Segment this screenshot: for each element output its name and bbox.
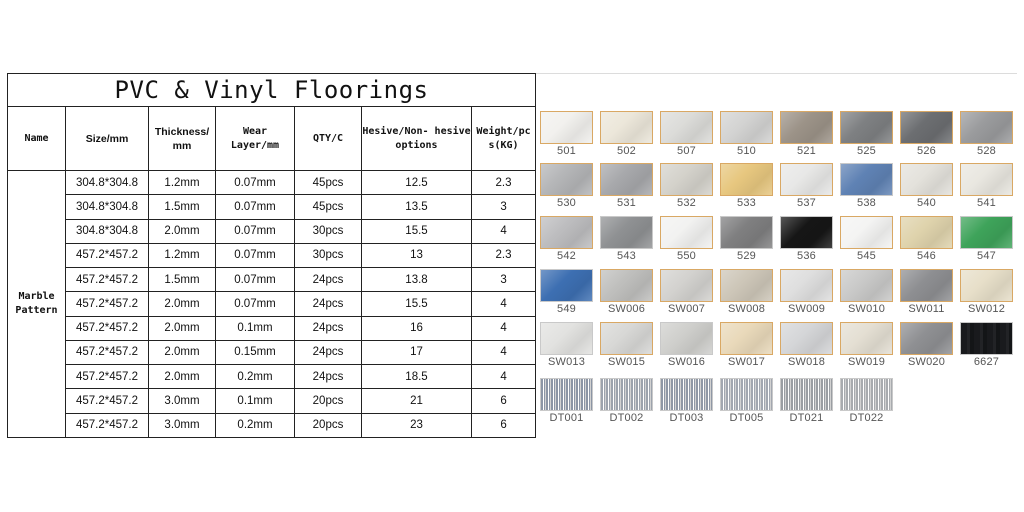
table-cell: 23 (362, 413, 472, 437)
table-cell: 18.5 (362, 365, 472, 389)
table-cell: 0.07mm (216, 171, 295, 195)
header-thickness: Thickness/ mm (149, 107, 216, 171)
swatch-item (660, 111, 713, 157)
swatch-sample (780, 163, 833, 196)
swatch-item (660, 216, 713, 262)
swatch-item (720, 111, 773, 157)
swatch-item (540, 269, 593, 315)
swatch-item (660, 322, 713, 368)
swatch-code: 532 (677, 197, 696, 209)
swatch-code: 521 (797, 145, 816, 157)
swatch-code: SW007 (667, 303, 706, 315)
swatch-item (600, 111, 653, 157)
swatch-item (780, 322, 833, 368)
swatch-code: 502 (617, 145, 636, 157)
swatch-code: SW011 (908, 303, 945, 315)
swatch-code: 533 (737, 197, 756, 209)
swatch-code: 536 (797, 250, 816, 262)
swatch-sample (960, 269, 1013, 302)
swatch-item (960, 163, 1013, 209)
swatch-item (900, 163, 953, 209)
swatch-sample (660, 269, 713, 302)
table-row (8, 243, 536, 267)
swatch-item (960, 216, 1013, 262)
swatch-item (720, 269, 773, 315)
table-cell: 6 (472, 413, 536, 437)
swatch-sample (720, 216, 773, 249)
swatch-item (780, 163, 833, 209)
swatch-code: 540 (917, 197, 936, 209)
swatch-code: DT002 (609, 412, 644, 424)
swatch-sample (540, 269, 593, 302)
table-cell: 3 (472, 268, 536, 292)
swatch-item (600, 378, 653, 424)
swatch-item (960, 111, 1013, 157)
swatch-code: SW009 (787, 303, 826, 315)
header-size: Size/mm (66, 107, 149, 171)
swatch-code: 547 (977, 250, 996, 262)
table-row (8, 340, 536, 364)
swatch-sample (900, 111, 953, 144)
swatch-item (900, 111, 953, 157)
swatch-item (840, 163, 893, 209)
table-cell: 20pcs (295, 389, 362, 413)
table-row (8, 413, 536, 437)
table-cell: 4 (472, 365, 536, 389)
swatch-code: 546 (917, 250, 936, 262)
table-cell: 4 (472, 292, 536, 316)
table-cell: 24pcs (295, 292, 362, 316)
swatch-code: 6627 (973, 356, 1000, 368)
table-cell: 24pcs (295, 365, 362, 389)
header-qty: QTY/C (295, 107, 362, 171)
table-cell: 30pcs (295, 219, 362, 243)
swatch-sample (720, 163, 773, 196)
swatch-item (600, 269, 653, 315)
swatch-item (780, 216, 833, 262)
header-hesive-options: Hesive/Non- hesive options (362, 107, 472, 171)
swatch-item (840, 111, 893, 157)
swatch-sample (600, 378, 653, 411)
table-cell: 6 (472, 389, 536, 413)
table-cell: 1.5mm (149, 268, 216, 292)
table-cell: 2.0mm (149, 292, 216, 316)
swatch-item (720, 378, 773, 424)
swatch-code: SW010 (847, 303, 886, 315)
swatch-sample (660, 378, 713, 411)
table-cell: 457.2*457.2 (66, 316, 149, 340)
swatch-code: 510 (737, 145, 756, 157)
swatch-item (600, 216, 653, 262)
header-name: Name (8, 107, 66, 171)
table-cell: 304.8*304.8 (66, 171, 149, 195)
swatch-code: 531 (617, 197, 636, 209)
table-cell: 304.8*304.8 (66, 195, 149, 219)
swatch-code: SW020 (907, 356, 946, 368)
swatch-sample (600, 322, 653, 355)
swatch-code: DT003 (669, 412, 704, 424)
table-cell: 0.2mm (216, 413, 295, 437)
swatch-code: SW015 (607, 356, 646, 368)
swatch-code: SW019 (847, 356, 886, 368)
swatch-item (600, 163, 653, 209)
swatch-sample (840, 163, 893, 196)
swatch-grid (536, 73, 1017, 439)
table-cell: 0.1mm (216, 389, 295, 413)
swatch-sample (780, 322, 833, 355)
swatch-code: 543 (617, 250, 636, 262)
table-cell: 4 (472, 219, 536, 243)
swatch-code: SW006 (607, 303, 646, 315)
swatch-sample (900, 322, 953, 355)
table-cell: 3.0mm (149, 413, 216, 437)
swatch-sample (540, 322, 593, 355)
swatch-item (900, 269, 953, 315)
table-cell: 13.8 (362, 268, 472, 292)
swatch-code: 550 (677, 250, 696, 262)
swatch-sample (960, 163, 1013, 196)
table-cell: 15.5 (362, 292, 472, 316)
swatch-sample (960, 216, 1013, 249)
table-cell: 304.8*304.8 (66, 219, 149, 243)
swatch-sample (720, 269, 773, 302)
table-cell: 0.15mm (216, 340, 295, 364)
swatch-code: 526 (917, 145, 936, 157)
table-cell: 24pcs (295, 340, 362, 364)
swatch-sample (540, 163, 593, 196)
swatch-item (540, 322, 593, 368)
table-cell: 2.0mm (149, 365, 216, 389)
swatch-code: 529 (737, 250, 756, 262)
swatch-item (540, 163, 593, 209)
swatch-item (660, 269, 713, 315)
table-cell: 0.07mm (216, 268, 295, 292)
table-row (8, 219, 536, 243)
swatch-code: SW017 (727, 356, 766, 368)
table-cell: 2.3 (472, 171, 536, 195)
table-row (8, 171, 536, 195)
swatch-item (540, 378, 593, 424)
swatch-code: DT022 (849, 412, 884, 424)
table-cell: 2.0mm (149, 316, 216, 340)
swatch-code: 501 (557, 145, 576, 157)
table-cell: 1.2mm (149, 243, 216, 267)
table-cell: 24pcs (295, 268, 362, 292)
swatch-sample (540, 378, 593, 411)
swatch-sample (960, 111, 1013, 144)
swatch-code: DT005 (729, 412, 764, 424)
table-cell: 1.5mm (149, 195, 216, 219)
table-cell: 45pcs (295, 171, 362, 195)
swatch-sample (840, 378, 893, 411)
table-cell: 45pcs (295, 195, 362, 219)
swatch-item (900, 216, 953, 262)
table-cell: 13 (362, 243, 472, 267)
table-row (8, 268, 536, 292)
swatch-item (660, 378, 713, 424)
table-cell: 21 (362, 389, 472, 413)
swatch-item (720, 163, 773, 209)
swatch-sample (780, 216, 833, 249)
swatch-sample (720, 111, 773, 144)
swatch-sample (600, 216, 653, 249)
swatch-code: SW018 (787, 356, 826, 368)
spec-table (7, 73, 536, 438)
swatch-sample (540, 111, 593, 144)
swatch-sample (960, 322, 1013, 355)
table-cell: 0.07mm (216, 243, 295, 267)
table-cell: 0.07mm (216, 292, 295, 316)
table-cell: 457.2*457.2 (66, 389, 149, 413)
table-cell: 0.07mm (216, 219, 295, 243)
table-cell: 457.2*457.2 (66, 365, 149, 389)
table-row (8, 316, 536, 340)
swatch-sample (720, 378, 773, 411)
swatch-item (540, 111, 593, 157)
table-cell: 4 (472, 340, 536, 364)
swatch-code: 528 (977, 145, 996, 157)
swatch-item (720, 216, 773, 262)
table-cell: 3.0mm (149, 389, 216, 413)
table-cell: 16 (362, 316, 472, 340)
swatch-sample (840, 322, 893, 355)
swatch-code: 538 (857, 197, 876, 209)
swatch-code: 530 (557, 197, 576, 209)
swatch-code: SW013 (547, 356, 586, 368)
header-row (8, 107, 536, 171)
swatch-sample (900, 269, 953, 302)
swatch-sample (540, 216, 593, 249)
table-row (8, 292, 536, 316)
swatch-code: 525 (857, 145, 876, 157)
swatch-item (840, 322, 893, 368)
table-cell: 2.3 (472, 243, 536, 267)
swatch-code: 545 (857, 250, 876, 262)
swatch-sample (840, 269, 893, 302)
swatch-code: 549 (557, 303, 576, 315)
group-label: Marble Pattern (8, 171, 66, 438)
table-cell: 3 (472, 195, 536, 219)
table-cell: 30pcs (295, 243, 362, 267)
table-cell: 0.07mm (216, 195, 295, 219)
swatch-sample (840, 216, 893, 249)
page-title: PVC & Vinyl Floorings (8, 74, 536, 107)
swatch-item (960, 269, 1013, 315)
swatch-item (660, 163, 713, 209)
swatch-item (720, 322, 773, 368)
table-cell: 457.2*457.2 (66, 340, 149, 364)
table-cell: 17 (362, 340, 472, 364)
table-cell: 4 (472, 316, 536, 340)
table-cell: 1.2mm (149, 171, 216, 195)
table-cell: 457.2*457.2 (66, 243, 149, 267)
swatch-sample (780, 111, 833, 144)
swatch-sample (600, 163, 653, 196)
swatch-item (840, 216, 893, 262)
swatch-sample (840, 111, 893, 144)
swatch-item (840, 269, 893, 315)
swatch-sample (720, 322, 773, 355)
table-cell: 20pcs (295, 413, 362, 437)
table-row (8, 365, 536, 389)
swatch-item (540, 216, 593, 262)
swatch-item (900, 322, 953, 368)
swatch-item (780, 378, 833, 424)
swatch-sample (600, 269, 653, 302)
table-cell: 2.0mm (149, 219, 216, 243)
swatch-sample (660, 111, 713, 144)
swatch-sample (900, 163, 953, 196)
table-cell: 24pcs (295, 316, 362, 340)
swatch-item (840, 378, 893, 424)
swatch-sample (660, 216, 713, 249)
header-wear-layer: Wear Layer/mm (216, 107, 295, 171)
swatch-code: 541 (977, 197, 996, 209)
swatch-code: SW012 (967, 303, 1006, 315)
table-cell: 2.0mm (149, 340, 216, 364)
swatch-code: DT021 (789, 412, 824, 424)
table-cell: 12.5 (362, 171, 472, 195)
table-cell: 457.2*457.2 (66, 268, 149, 292)
swatch-sample (780, 269, 833, 302)
table-row (8, 389, 536, 413)
swatch-sample (660, 322, 713, 355)
header-weight: Weight/pc s(KG) (472, 107, 536, 171)
swatch-item (780, 111, 833, 157)
swatch-sample (780, 378, 833, 411)
swatch-item (600, 322, 653, 368)
swatch-code: 507 (677, 145, 696, 157)
swatch-code: SW008 (727, 303, 766, 315)
swatch-sample (600, 111, 653, 144)
swatch-code: DT001 (549, 412, 584, 424)
swatch-code: 537 (797, 197, 816, 209)
table-cell: 457.2*457.2 (66, 292, 149, 316)
table-cell: 15.5 (362, 219, 472, 243)
swatch-sample (900, 216, 953, 249)
table-cell: 0.1mm (216, 316, 295, 340)
swatch-sample (660, 163, 713, 196)
table-row (8, 195, 536, 219)
swatch-item (960, 322, 1013, 368)
swatch-code: SW016 (667, 356, 706, 368)
swatch-item (780, 269, 833, 315)
swatch-code: 542 (557, 250, 576, 262)
table-cell: 13.5 (362, 195, 472, 219)
table-cell: 0.2mm (216, 365, 295, 389)
table-cell: 457.2*457.2 (66, 413, 149, 437)
